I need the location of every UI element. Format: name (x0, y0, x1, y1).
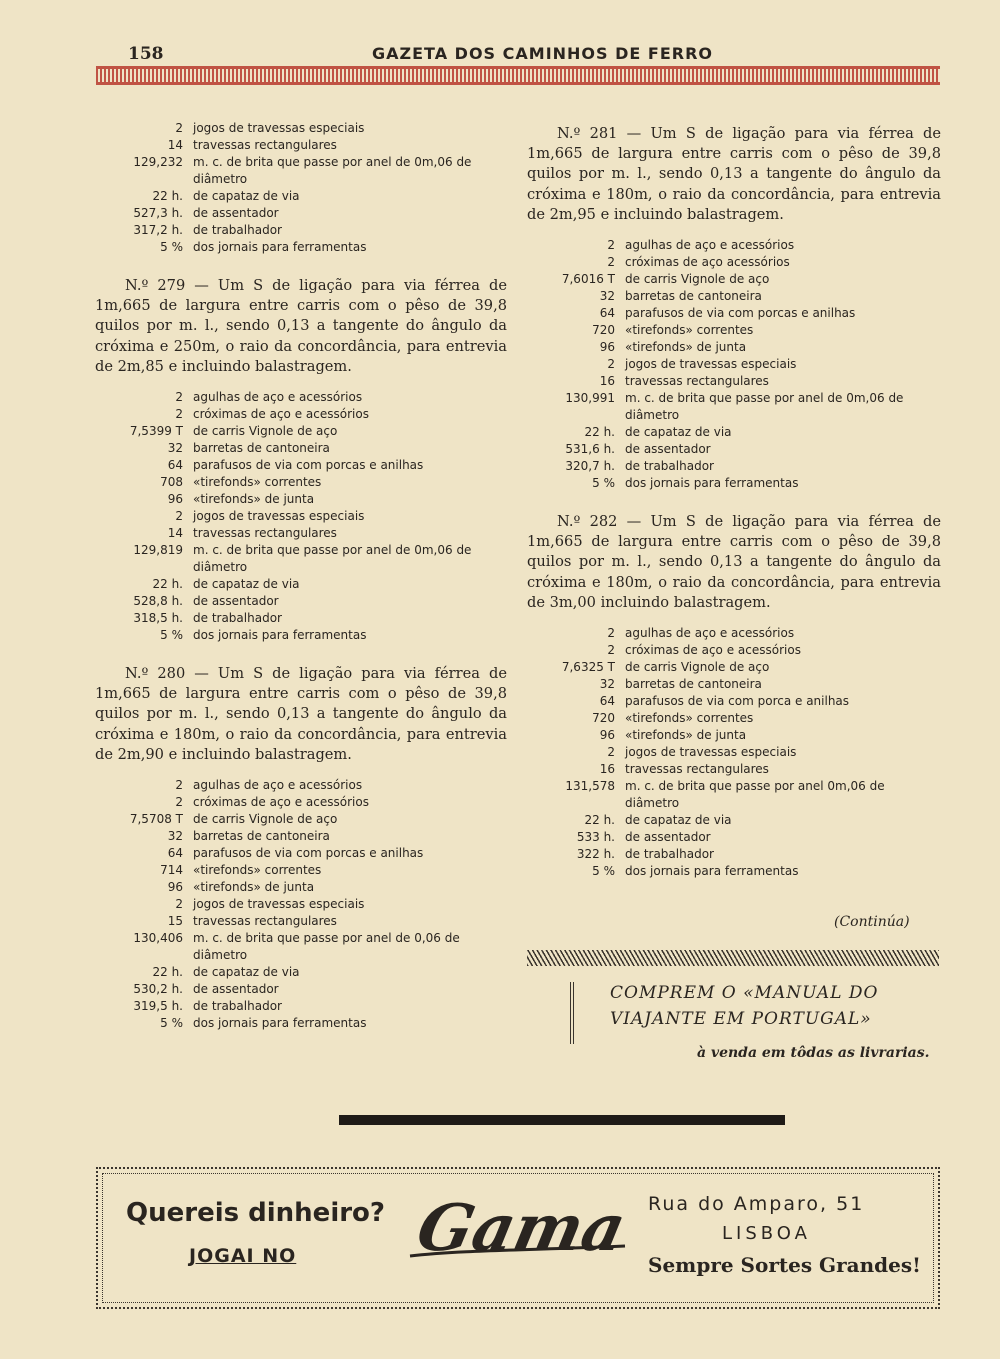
item-quantity: 22 h. (152, 577, 183, 592)
item-description: «tirefonds» correntes (193, 863, 322, 878)
item-quantity: 2 (607, 745, 615, 760)
item-quantity: 7,6325 T (561, 660, 615, 675)
list-item (527, 339, 941, 356)
header-rule (96, 66, 940, 85)
item-quantity: 720 (592, 711, 615, 726)
item-description: dos jornais para ferramentas (625, 864, 799, 879)
item-quantity: 2 (175, 121, 183, 135)
list-item (95, 879, 507, 896)
page-number: 158 (128, 44, 164, 64)
item-description: travessas rectangulares (625, 374, 769, 389)
item-quantity: 5 % (160, 1016, 183, 1031)
item-description: de capataz de via (625, 425, 732, 440)
item-quantity: 15 (167, 914, 183, 929)
running-head: GAZETA DOS CAMINHOS DE FERRO (372, 44, 714, 63)
item-description: de trabalhador (625, 459, 714, 474)
item-description: dos jornais para ferramentas (193, 240, 367, 254)
item-description: de trabalhador (193, 223, 282, 237)
item-description: jogos de travessas especiais (193, 897, 365, 912)
item-description: de trabalhador (193, 999, 282, 1014)
list-item (95, 794, 507, 811)
item-description: parafusos de via com porcas e anilhas (193, 458, 424, 473)
item-quantity: 2 (607, 255, 615, 270)
list-item (527, 829, 941, 846)
materials-list (527, 625, 941, 880)
list-item (95, 406, 507, 423)
list-item (527, 625, 941, 642)
item-quantity: 5 % (160, 628, 183, 643)
list-item (95, 862, 507, 879)
materials-list (95, 389, 507, 644)
list-item (527, 322, 941, 339)
item-quantity: 64 (167, 846, 183, 861)
item-description: barretas de cantoneira (193, 441, 330, 456)
item-quantity: 32 (167, 441, 183, 456)
list-item (527, 458, 941, 475)
item-quantity: 2 (175, 407, 183, 422)
list-item (527, 356, 941, 373)
spec-paragraph: N.º 279 — Um S de ligação para via férrea de 1m,665 de largura entre carris com o pêso de 39,8 quilos por m. l., sendo 0,13 a tangente do ângulo da cróxima e 250m, o raio da concordância, para entrevia de 2m,85 e incluindo balastragem. (95, 277, 507, 375)
item-description: parafusos de via com porca e anilhas (625, 694, 850, 709)
item-description: «tirefonds» correntes (193, 475, 322, 490)
list-item (527, 424, 941, 441)
item-quantity: 22 h. (584, 813, 615, 828)
item-description: parafusos de via com porcas e anilhas (625, 306, 856, 321)
list-item (95, 1015, 507, 1032)
item-description: «tirefonds» de junta (193, 492, 315, 507)
item-quantity: 14 (167, 138, 183, 152)
list-item (95, 845, 507, 862)
item-quantity: 129,819 (133, 543, 183, 558)
list-item (95, 440, 507, 457)
materials-list (95, 777, 507, 1032)
black-divider (339, 1115, 785, 1125)
list-item (95, 998, 507, 1015)
item-quantity: 527,3 h. (133, 206, 183, 220)
item-quantity: 320,7 h. (565, 459, 615, 474)
item-quantity: 2 (175, 795, 183, 810)
item-quantity: 2 (175, 897, 183, 912)
item-description: barretas de cantoneira (193, 829, 330, 844)
item-quantity: 131,578 (565, 779, 615, 794)
item-quantity: 714 (160, 863, 183, 878)
list-item (95, 981, 507, 998)
list-item (95, 457, 507, 474)
list-item (95, 491, 507, 508)
item-description: cróximas de aço e acessórios (625, 643, 801, 658)
item-quantity: 2 (607, 357, 615, 372)
item-description: m. c. de brita que passe por anel de 0,06 de diâmetro (193, 931, 460, 963)
item-description: de carris Vignole de aço (193, 812, 338, 827)
list-item (95, 154, 507, 188)
list-item (527, 441, 941, 458)
item-quantity: 16 (599, 762, 615, 777)
list-item (95, 188, 507, 205)
item-description: cróximas de aço e acessórios (193, 795, 369, 810)
item-description: agulhas de aço e acessórios (625, 626, 795, 641)
list-item (95, 205, 507, 222)
item-quantity: 528,8 h. (133, 594, 183, 609)
spec-block (95, 276, 507, 644)
item-description: «tirefonds» de junta (625, 728, 747, 743)
manual-ad-subtitle: à venda em tôdas as livrarias. (697, 1045, 930, 1061)
item-description: de carris Vignole de aço (625, 660, 770, 675)
item-quantity: 531,6 h. (565, 442, 615, 457)
item-quantity: 2 (175, 509, 183, 524)
item-description: jogos de travessas especiais (193, 121, 365, 135)
item-description: dos jornais para ferramentas (193, 1016, 367, 1031)
list-item (527, 475, 941, 492)
list-item (95, 137, 507, 154)
item-description: agulhas de aço e acessórios (625, 238, 795, 253)
item-description: travessas rectangulares (193, 914, 337, 929)
list-item (95, 120, 507, 137)
list-item (527, 676, 941, 693)
list-item (527, 761, 941, 778)
list-item (95, 474, 507, 491)
item-quantity: 317,2 h. (133, 223, 183, 237)
item-quantity: 32 (599, 677, 615, 692)
item-description: de capataz de via (193, 965, 300, 980)
item-description: de assentador (193, 206, 279, 220)
gama-logo-text: Gama (410, 1190, 633, 1266)
item-description: de assentador (625, 442, 711, 457)
item-description: travessas rectangulares (625, 762, 769, 777)
list-item (95, 896, 507, 913)
item-description: «tirefonds» correntes (625, 711, 754, 726)
list-item (527, 305, 941, 322)
list-item (95, 913, 507, 930)
spec-paragraph: N.º 280 — Um S de ligação para via férrea de 1m,665 de largura entre carris com o pêso de 39,8 quilos por m. l., sendo 0,13 a tangente do ângulo da cróxima e 180m, o raio da concordância, para entrevia de 2m,90 e incluindo balastragem. (95, 665, 507, 763)
list-item (527, 846, 941, 863)
item-quantity: 708 (160, 475, 183, 490)
list-item (95, 627, 507, 644)
right-column (527, 124, 941, 900)
item-quantity: 2 (607, 626, 615, 641)
hatched-divider (527, 950, 939, 966)
list-item (527, 373, 941, 390)
item-description: «tirefonds» correntes (625, 323, 754, 338)
item-quantity: 322 h. (576, 847, 615, 862)
item-description: m. c. de brita que passe por anel 0m,06 de diâmetro (625, 779, 885, 811)
item-quantity: 130,406 (133, 931, 183, 946)
gama-logo (400, 1188, 638, 1288)
item-description: de capataz de via (193, 189, 300, 203)
list-item (95, 525, 507, 542)
list-item (95, 389, 507, 406)
list-item (95, 610, 507, 627)
item-quantity: 16 (599, 374, 615, 389)
item-description: de assentador (193, 594, 279, 609)
list-item (527, 812, 941, 829)
item-description: de trabalhador (193, 611, 282, 626)
list-item (527, 727, 941, 744)
continua-label: (Continúa) (834, 914, 910, 930)
item-description: de capataz de via (193, 577, 300, 592)
item-quantity: 5 % (160, 240, 183, 254)
item-quantity: 14 (167, 526, 183, 541)
item-description: dos jornais para ferramentas (625, 476, 799, 491)
gama-city: LISBOA (722, 1223, 811, 1244)
item-description: «tirefonds» de junta (625, 340, 747, 355)
item-description: barretas de cantoneira (625, 677, 762, 692)
list-item (527, 237, 941, 254)
item-quantity: 64 (599, 306, 615, 321)
item-quantity: 7,6016 T (561, 272, 615, 287)
list-item (95, 423, 507, 440)
materials-list (527, 237, 941, 492)
item-description: de assentador (193, 982, 279, 997)
item-quantity: 2 (175, 778, 183, 793)
list-item (527, 778, 941, 812)
item-description: m. c. de brita que passe por anel de 0m,06 de diâmetro (625, 391, 904, 423)
item-quantity: 2 (607, 238, 615, 253)
item-quantity: 319,5 h. (133, 999, 183, 1014)
item-quantity: 720 (592, 323, 615, 338)
item-quantity: 7,5399 T (129, 424, 183, 439)
list-item (527, 744, 941, 761)
item-quantity: 64 (599, 694, 615, 709)
item-quantity: 32 (167, 829, 183, 844)
item-description: parafusos de via com porcas e anilhas (193, 846, 424, 861)
item-description: cróximas de aço e acessórios (193, 407, 369, 422)
manual-ad-title: COMPREM O «MANUAL DO VIAJANTE EM PORTUGAL» (610, 983, 879, 1029)
list-item (95, 930, 507, 964)
gama-address: Rua do Amparo, 51 (648, 1193, 865, 1215)
item-description: cróximas de aço acessórios (625, 255, 790, 270)
list-item (527, 254, 941, 271)
item-description: travessas rectangulares (193, 138, 337, 152)
item-description: «tirefonds» de junta (193, 880, 315, 895)
list-item (95, 508, 507, 525)
list-item (95, 828, 507, 845)
item-quantity: 22 h. (584, 425, 615, 440)
list-item (527, 863, 941, 880)
item-quantity: 130,991 (565, 391, 615, 406)
gama-question: Quereis dinheiro? (126, 1198, 385, 1228)
item-quantity: 22 h. (152, 189, 183, 203)
item-description: jogos de travessas especiais (625, 745, 797, 760)
spec-paragraph: N.º 281 — Um S de ligação para via férrea de 1m,665 de largura entre carris com o pêso de 39,8 quilos por m. l., sendo 0,13 a tangente do ângulo da cróxima e 180m, o raio da concordância, para entrevia de 2m,95 e incluindo balastragem. (527, 125, 941, 223)
list-item (527, 390, 941, 424)
item-description: agulhas de aço e acessórios (193, 390, 363, 405)
item-quantity: 5 % (592, 864, 615, 879)
gama-slogan: Sempre Sortes Grandes! (648, 1253, 921, 1277)
item-quantity: 64 (167, 458, 183, 473)
list-item (95, 222, 507, 239)
list-item (527, 288, 941, 305)
item-quantity: 5 % (592, 476, 615, 491)
spec-block (527, 124, 941, 492)
item-description: dos jornais para ferramentas (193, 628, 367, 643)
list-item (527, 271, 941, 288)
list-item (95, 542, 507, 576)
item-quantity: 129,232 (133, 155, 183, 169)
list-item (527, 710, 941, 727)
item-description: travessas rectangulares (193, 526, 337, 541)
item-quantity: 32 (599, 289, 615, 304)
list-item (95, 777, 507, 794)
item-description: jogos de travessas especiais (625, 357, 797, 372)
spec-paragraph: N.º 282 — Um S de ligação para via férrea de 1m,665 de largura entre carris com o pêso de 39,8 quilos por m. l., sendo 0,13 a tangente do ângulo da cróxima e 180m, o raio da concordância, para entrevia de 3m,00 incluindo balastragem. (527, 513, 941, 611)
item-quantity: 530,2 h. (133, 982, 183, 997)
list-item (95, 576, 507, 593)
left-column (95, 120, 507, 1052)
spec-block (95, 664, 507, 1032)
item-quantity: 96 (167, 492, 183, 507)
list-item (527, 693, 941, 710)
item-quantity: 96 (167, 880, 183, 895)
spec-block (527, 512, 941, 880)
item-description: de carris Vignole de aço (193, 424, 338, 439)
item-quantity: 96 (599, 340, 615, 355)
spec-block (95, 120, 507, 256)
item-description: de assentador (625, 830, 711, 845)
item-description: de capataz de via (625, 813, 732, 828)
item-quantity: 318,5 h. (133, 611, 183, 626)
list-item (95, 964, 507, 981)
item-quantity: 533 h. (576, 830, 615, 845)
item-description: barretas de cantoneira (625, 289, 762, 304)
item-description: agulhas de aço e acessórios (193, 778, 363, 793)
item-description: de carris Vignole de aço (625, 272, 770, 287)
list-item (527, 659, 941, 676)
item-quantity: 7,5708 T (129, 812, 183, 827)
list-item (95, 593, 507, 610)
list-item (95, 811, 507, 828)
item-quantity: 2 (607, 643, 615, 658)
list-item (95, 239, 507, 256)
item-quantity: 22 h. (152, 965, 183, 980)
materials-list (95, 120, 507, 256)
item-quantity: 96 (599, 728, 615, 743)
item-quantity: 2 (175, 390, 183, 405)
item-description: de trabalhador (625, 847, 714, 862)
item-description: m. c. de brita que passe por anel de 0m,06 de diâmetro (193, 155, 472, 186)
item-description: jogos de travessas especiais (193, 509, 365, 524)
item-description: m. c. de brita que passe por anel de 0m,06 de diâmetro (193, 543, 472, 575)
gama-play: JOGAI NO (189, 1245, 297, 1267)
list-item (527, 642, 941, 659)
